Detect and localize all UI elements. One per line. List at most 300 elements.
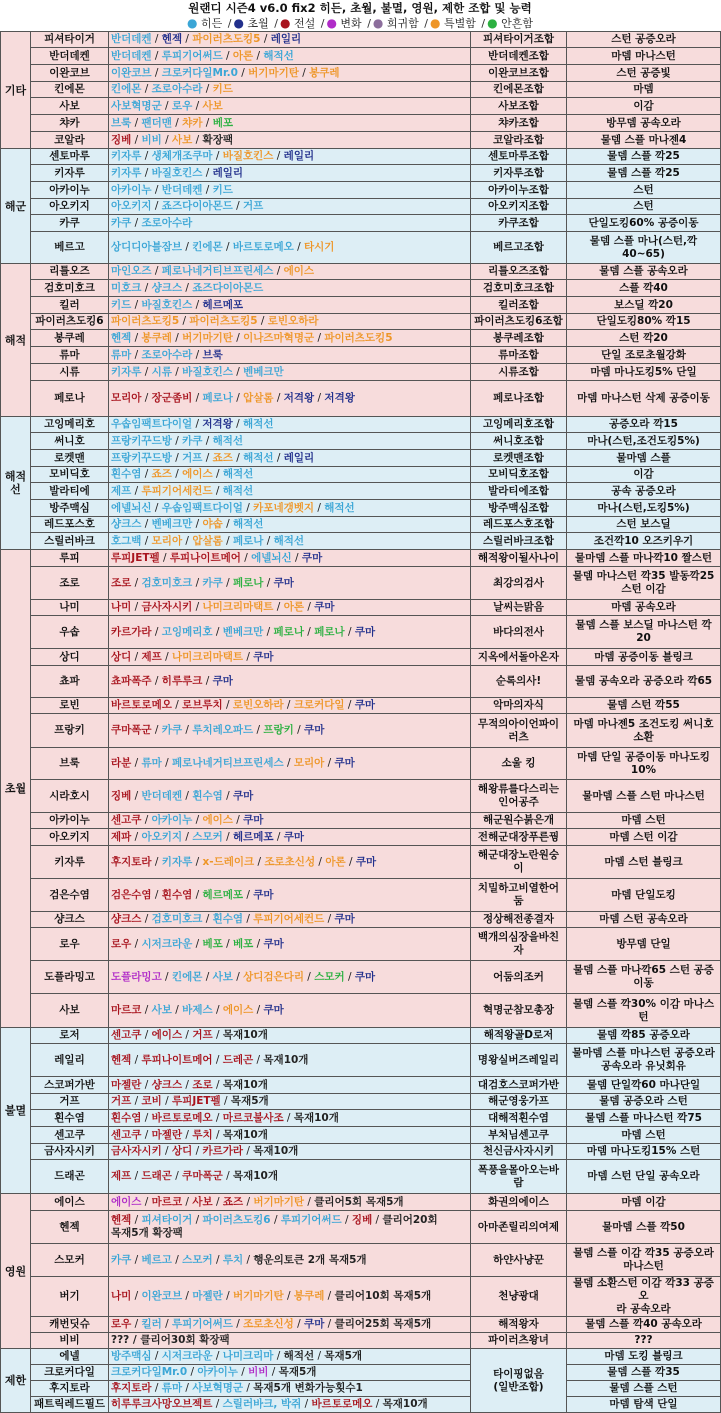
member-unit: 파이러츠도킹5 (324, 331, 393, 344)
unit-name: 레드포스호 (31, 517, 109, 533)
group-label: 영원 (1, 1194, 31, 1349)
member-unit: 검호미호크 (141, 576, 193, 589)
member-unit: 미호크 (111, 281, 142, 294)
combo-members: 센고쿠 / 마젤란 / 루치 / 목재10개 (109, 1127, 471, 1144)
member-unit: 아론 (325, 855, 346, 868)
table-row (1, 115, 721, 132)
member-unit: 에이스 (202, 814, 233, 826)
ability: 스플 깍40 (567, 280, 721, 297)
member-unit: 에이스 (222, 1004, 254, 1016)
ability: 물마뎀 스플 마나깍10 짤스턴 (567, 550, 721, 567)
combo-name: 아마존릴리의여제 (471, 1211, 567, 1244)
combo-members: 금사자시키 / 상디 / 카르가라 / 목재10개 (109, 1144, 471, 1160)
legend-separator: / (227, 17, 232, 30)
member-unit: 클리어25회 목재5개 (334, 1318, 432, 1330)
member-unit: 킨에몬 (171, 970, 203, 983)
table-row (1, 467, 721, 483)
member-unit: 조로아수라 (151, 83, 203, 95)
member-unit: 우솝임팩트다이얼 (111, 418, 193, 430)
group-label: 해적 선 (1, 417, 31, 550)
combo-members: 킨에몬 / 조로아수라 / 키드 (109, 82, 471, 98)
combo-members: 에넬뇌신 / 우솝임팩트다이얼 / 카포네갱벳지 / 해적선 (109, 500, 471, 517)
combo-name: 베르고조합 (471, 232, 567, 264)
member-unit: 바질호킨스 (151, 166, 203, 179)
member-unit: 센고쿠 (111, 814, 142, 826)
member-unit: 장군좀비 (151, 392, 193, 404)
unit-name: 방주맥심 (31, 500, 109, 517)
combo-members: 로우 / 시저크라운 / 베포 / 베포 / 쿠마 (109, 928, 471, 961)
table-row (1, 165, 721, 182)
member-unit: 행운의토큰 2개 목재5개 (253, 1253, 367, 1266)
ability: 물마뎀 스플 마나스턴 공증오라 공속오라 유닛회유 (567, 1044, 721, 1077)
member-unit: 마르코불사조 (222, 1111, 284, 1124)
unit-name: 패트릭레드필드 (31, 1397, 109, 1413)
ability: 마뎀 마나젠5 조건도킹 써니호소환 (567, 714, 721, 748)
combo-members: 아카이누 / 반더데켄 / 키드 (109, 182, 471, 199)
member-unit: 류마 (111, 348, 132, 361)
member-unit: 쿠마 (334, 913, 355, 925)
member-unit: 마르코 (151, 1195, 183, 1208)
legend-label: 안흔함 (501, 17, 533, 30)
member-unit: 쿠마 (232, 789, 254, 802)
member-unit: 압살롬 (192, 534, 223, 547)
member-unit: 코비 (141, 1095, 162, 1107)
member-unit: 쿠마 (212, 675, 233, 687)
member-unit: 시류 (151, 365, 172, 378)
table-row (1, 1349, 721, 1365)
member-unit: 거프 (243, 200, 264, 212)
unit-name: 로우 (31, 928, 109, 961)
combo-members: 파이러츠도킹5 / 파이러츠도킹5 / 로빈오하라 (109, 314, 471, 330)
unit-name: 챠카 (31, 115, 109, 132)
member-unit: 죠즈다이아몬드 (161, 200, 233, 212)
combo-name: 대해적흰수염 (471, 1110, 567, 1127)
combo-name: 전해군대장푸른꿩 (471, 829, 567, 846)
ability: 방무뎀 공속오라 (567, 115, 721, 132)
ability: 마뎀 공속오라 (567, 600, 721, 616)
unit-name: 로빈 (31, 698, 109, 714)
member-unit: 우솝임팩트다이얼 (161, 501, 243, 514)
table-row (1, 698, 721, 714)
member-unit: 루피나이트메어 (141, 1053, 213, 1066)
legend-label: 전설 (293, 17, 316, 30)
combo-name: 페로나조합 (471, 381, 567, 417)
member-unit: 챠카 (182, 116, 203, 129)
member-unit: 흰수염 (161, 888, 193, 901)
legend (0, 16, 720, 31)
member-unit: 히루루크사망오브젝트 (111, 1398, 213, 1410)
combo-members: 사보혁명군 / 로우 / 사보 (109, 98, 471, 115)
member-unit: 마젤란 (151, 1128, 183, 1141)
combo-name: 방주맥심조합 (471, 500, 567, 517)
combo-name: 발라티에조합 (471, 483, 567, 500)
member-unit: 레일리 (283, 150, 315, 162)
member-unit: 루피기어써드 (172, 1318, 233, 1330)
ability: 물뎀 스턴 깍55 (567, 698, 721, 714)
unit-name: 센토마루 (31, 149, 109, 165)
legend-dot-icon: ● (326, 16, 337, 30)
combo-members: 모리아 / 장군좀비 / 페로나 / 압살롬 / 저격왕 / 저격왕 (109, 381, 471, 417)
table-row (1, 1317, 721, 1333)
member-unit: 카르가라 (202, 1145, 244, 1157)
member-unit: 후지토라 (111, 1382, 152, 1394)
member-unit: 쿠마 (304, 1318, 325, 1330)
member-unit: 카쿠 (161, 724, 183, 736)
member-unit: 해적선 (324, 501, 355, 514)
member-unit: 류마 (161, 1382, 183, 1394)
unit-name: 루피 (31, 550, 109, 567)
member-unit: 반더데켄 (141, 789, 183, 802)
member-unit: 해적선 (243, 418, 274, 430)
legend-label: 변화 (340, 17, 362, 30)
unit-name: 키자루 (31, 846, 109, 879)
member-unit: 상디디아블잠브 (111, 241, 183, 253)
ability: 단일 조로초월강화 (567, 347, 721, 364)
member-unit: 흰수염 (212, 913, 244, 925)
combo-name: 파이러츠도킹6조합 (471, 314, 567, 330)
member-unit: 봉쿠레 (309, 66, 340, 79)
member-unit: 드래곤 (141, 1170, 172, 1182)
combo-name: 류마조합 (471, 347, 567, 364)
table-row (1, 1277, 721, 1317)
legend-dot-icon: ● (187, 16, 198, 30)
member-unit: 샹크스 (151, 281, 183, 294)
ability: 스턴 (567, 182, 721, 199)
member-unit: 루치 (222, 1253, 244, 1266)
member-unit: 스모커 (192, 830, 223, 843)
unit-name: 베르고 (31, 232, 109, 264)
member-unit: 금사자시키 (111, 1145, 162, 1157)
member-unit: 목재5개 (230, 1095, 269, 1107)
page-title: 원랜디 시즌4 v6.0 fix2 히든, 초월, 불멸, 영원, 제한 조합 및 능력 (188, 1, 532, 15)
ability: 마나(스턴,도킹5%) (567, 500, 721, 517)
legend-label: 히든 (201, 17, 223, 30)
table-row (1, 1044, 721, 1077)
combo-name: 아카이누조합 (471, 182, 567, 199)
member-unit: 키드 (111, 298, 132, 311)
combo-members: 후지토라 / 류마 / 사보혁명군 / 목재5개 변화가능횟수1 (109, 1381, 471, 1397)
unit-name: 아오키지 (31, 829, 109, 846)
member-unit: x-드레이크 (202, 855, 255, 868)
member-unit: 상디검은다리 (243, 970, 304, 983)
combo-members: 징베 / 반더데켄 / 흰수염 / 쿠마 (109, 780, 471, 813)
member-unit: 쿠마 (301, 551, 323, 564)
table-row (1, 748, 721, 780)
member-unit: 죠즈 (222, 1195, 244, 1208)
member-unit: 조로아수라 (141, 348, 193, 361)
combo-name: 카쿠조합 (471, 215, 567, 232)
member-unit: 페로나 (314, 625, 345, 638)
member-unit: 쿠마 (263, 1004, 284, 1016)
member-unit: 쿠마 (263, 937, 284, 950)
combo-members: 마인오즈 / 페로나네거티브프린세스 / 에이스 (109, 264, 471, 280)
ability: 마뎀 (567, 82, 721, 98)
member-unit: 마르코 (111, 1004, 142, 1016)
combo-name: 레드포스호조합 (471, 517, 567, 533)
table-row (1, 1160, 721, 1194)
member-unit: 아오키지 (141, 830, 183, 843)
member-unit: 에넬뇌신 (251, 551, 292, 564)
table-row (1, 666, 721, 698)
member-unit: 피셔타이거 (141, 1214, 193, 1226)
combo-members: 히루루크사망오브젝트 / 스릴러바크, 박쥐 / 바르토로메오 / 목재10개 (109, 1397, 471, 1413)
ability: 마뎀 마나도킹5% 단일 (567, 364, 721, 381)
member-unit: 반더데켄 (111, 33, 152, 45)
unit-name: 로저 (31, 1028, 109, 1044)
member-unit: 쿠마폭군 (182, 1170, 223, 1182)
member-unit: 나미 (111, 601, 132, 613)
legend-dot-icon: ● (233, 16, 244, 30)
table-row (1, 314, 721, 330)
member-unit: 사보 (192, 1195, 213, 1208)
ability: 마뎀 스턴 공속오라 (567, 912, 721, 928)
member-unit: 드레곤 (222, 1053, 254, 1066)
unit-name: 킬러 (31, 297, 109, 314)
member-unit: 스모커 (182, 1253, 213, 1266)
member-unit: 벤베크만 (243, 365, 284, 378)
ability: 스턴 공증빛 (567, 65, 721, 82)
table-row (1, 182, 721, 199)
combo-members: 마젤란 / 샹크스 / 조로 / 목재10개 (109, 1077, 471, 1094)
member-unit: 후지토라 (111, 855, 152, 868)
ability: 물뎀 스플 마나젠4 (567, 132, 721, 149)
member-unit: 루피기어세컨드 (141, 484, 213, 497)
combo-members: 헨젝 / 봉쿠레 / 버기마기탄 / 이나즈마혁명군 / 파이러츠도킹5 (109, 330, 471, 347)
member-unit: 키자루 (111, 365, 142, 378)
member-unit: 아론 (283, 601, 304, 613)
combo-name: 악마의자식 (471, 698, 567, 714)
member-unit: 반더데켄 (161, 183, 203, 196)
combo-name: 천신금사자시키 (471, 1144, 567, 1160)
unit-name: 크로커다일 (31, 1365, 109, 1381)
ability: 물뎀 스플 마나깍65 스턴 공증이동 (567, 961, 721, 994)
member-unit: 조로초신성 (264, 855, 316, 868)
member-unit: 흰수염 (111, 468, 142, 480)
unit-name: 쵸파 (31, 666, 109, 698)
combo-members: 이완코브 / 크로커다일Mr.0 / 버기마기탄 / 봉쿠레 (109, 65, 471, 82)
unit-name: 금사자시키 (31, 1144, 109, 1160)
ability: 물뎀 스플 공속오라 (567, 264, 721, 280)
member-unit: 에넬뇌신 (111, 501, 152, 514)
combo-name: 백개의심장을바친자 (471, 928, 567, 961)
legend-dot-icon: ● (372, 16, 384, 30)
table-row (1, 550, 721, 567)
ability: 물뎀 공증오라 스턴 (567, 1094, 721, 1110)
ability: 이감 (567, 98, 721, 115)
table-row (1, 649, 721, 666)
member-unit: 키자루 (111, 166, 142, 179)
ability: 단일도킹80% 깍15 (567, 314, 721, 330)
member-unit: 에이스 (182, 468, 213, 480)
table-row (1, 132, 721, 149)
member-unit: 파이러츠도킹5 (189, 315, 258, 327)
unit-name: 아카이누 (31, 813, 109, 829)
combo-name: 바다의전사 (471, 616, 567, 649)
combo-name: 이완코브조합 (471, 65, 567, 82)
unit-name: 사보 (31, 994, 109, 1028)
combo-name: 스릴러바크조합 (471, 533, 567, 550)
unit-name: 드래곤 (31, 1160, 109, 1194)
member-unit: 해적선 (263, 49, 294, 62)
member-unit: 반더데켄 (111, 49, 152, 62)
combo-members: 프랑키꾸드방 / 거프 / 죠즈 / 해적선 / 레일리 (109, 450, 471, 467)
combo-members: 브룩 / 팬더맨 / 챠카 / 베포 (109, 115, 471, 132)
member-unit: 죠즈 (151, 468, 172, 480)
member-unit: 나미크리마택트 (172, 650, 244, 663)
ability: 마뎀 마나도킹15% 스턴 (567, 1144, 721, 1160)
unit-name: 헨젝 (31, 1211, 109, 1244)
member-unit: 해적선 (273, 534, 305, 547)
combo-members: 제파 / 아오키지 / 스모커 / 헤르메포 / 쿠마 (109, 829, 471, 846)
unit-name: 나미 (31, 600, 109, 616)
ability: 스턴 (567, 199, 721, 215)
member-unit: 베르고 (141, 1253, 172, 1266)
unit-name: 후지토라 (31, 1381, 109, 1397)
legend-label: 희귀함 (386, 17, 419, 30)
member-unit: 바제스 (182, 1004, 213, 1016)
combo-name: 해적왕자 (471, 1317, 567, 1333)
member-unit: 타시기 (303, 241, 335, 253)
member-unit: 루치 (192, 1128, 213, 1141)
combo-name: 부처님센고쿠 (471, 1127, 567, 1144)
combo-name: 순록의사! (471, 666, 567, 698)
unit-name: 센고쿠 (31, 1127, 109, 1144)
ability: 보스딜 깍20 (567, 297, 721, 314)
member-unit: 스릴러바크, 박쥐 (222, 1398, 302, 1410)
table-row (1, 32, 721, 48)
member-unit: 나미 (111, 1290, 132, 1302)
member-unit: 프랑키꾸드방 (111, 451, 172, 464)
combo-members: 흰수염 / 죠즈 / 에이스 / 해적선 (109, 467, 471, 483)
member-unit: 흰수염 (192, 789, 223, 802)
ability: 공증오라 깍15 (567, 417, 721, 433)
ability: 마뎀 마나스턴 삭제 공증이동 (567, 381, 721, 417)
table-row (1, 297, 721, 314)
table-row (1, 533, 721, 550)
member-unit: 바질호킨스 (182, 365, 233, 378)
table-row (1, 98, 721, 115)
combo-members: 키자루 / 생체개조쿠마 / 바질호킨스 / 레일리 (109, 149, 471, 165)
unit-name: 발라티에 (31, 483, 109, 500)
ability: 물뎀 스플 깍40 공속오라 (567, 1317, 721, 1333)
member-unit: 목재10개 (253, 1145, 299, 1157)
ability: 마뎀 스턴 블링크 (567, 846, 721, 879)
member-unit: 해적선 (283, 1350, 315, 1362)
member-unit: 사보혁명군 (192, 1382, 244, 1394)
member-unit: 제프 (111, 484, 132, 497)
group-label: 해군 (1, 149, 31, 264)
member-unit: 페로나네거티브프린세스 (172, 757, 284, 769)
unit-name: 파이러츠도킹6 (31, 314, 109, 330)
member-unit: 이완코브 (111, 66, 152, 79)
member-unit: 조로 (192, 1078, 213, 1091)
combo-name: 소울 킹 (471, 748, 567, 780)
member-unit: 쿠마 (334, 757, 355, 769)
ability: 물뎀 스플 깍30% 이감 마나스턴 (567, 994, 721, 1028)
member-unit: 목재10개 (382, 1398, 428, 1410)
table-row (1, 264, 721, 280)
combo-name: 코알라조합 (471, 132, 567, 149)
unit-name: 검호미호크 (31, 280, 109, 297)
member-unit: 쿠마 (283, 830, 305, 843)
table-row (1, 780, 721, 813)
member-unit: 샹크스 (111, 913, 142, 925)
member-unit: 쿠마 (304, 724, 325, 736)
table-row (1, 364, 721, 381)
member-unit: 징베 (111, 789, 132, 802)
combo-members: 프랑키꾸드방 / 카쿠 / 해적선 (109, 433, 471, 450)
member-unit: 베포 (232, 937, 254, 950)
ability: 마뎀 이감 (567, 1194, 721, 1211)
table-row (1, 1397, 721, 1413)
table-row (1, 912, 721, 928)
unit-name: 아오키지 (31, 199, 109, 215)
combo-members: 미호크 / 샹크스 / 죠즈다이아몬드 (109, 280, 471, 297)
member-unit: 거프 (111, 1095, 132, 1107)
member-unit: 상디 (111, 650, 132, 663)
table-row (1, 232, 721, 264)
ability: 물뎀 스플 스턴 (567, 1381, 721, 1397)
member-unit: 헨젝 (111, 331, 132, 344)
unit-name: 스모커 (31, 1244, 109, 1277)
member-unit: 스모커 (314, 970, 345, 983)
combo-name: 최강의검사 (471, 567, 567, 600)
combo-members: 검은수염 / 흰수염 / 헤르메포 / 쿠마 (109, 879, 471, 912)
member-unit: 검호미호크 (151, 913, 203, 925)
member-unit: 도플라밍고 (111, 970, 162, 983)
member-unit: ??? / 클리어30회 확장팩 (111, 1334, 230, 1346)
member-unit: 사보 (212, 970, 233, 983)
table-row (1, 1077, 721, 1094)
member-unit: 쿠마폭군 (111, 724, 152, 736)
ability: 물뎀 단일깍60 마나단일 (567, 1077, 721, 1094)
member-unit: 키드 (212, 183, 233, 196)
member-unit: 검은수염 (111, 888, 152, 901)
combo-name: 화권의에이스 (471, 1194, 567, 1211)
combo-name: 반더데켄조합 (471, 48, 567, 65)
unit-name: 모비딕호 (31, 467, 109, 483)
combo-members: 반더데켄 / 루피기어써드 / 아론 / 해적선 (109, 48, 471, 65)
member-unit: 모리아 (111, 392, 142, 404)
member-unit: 아오키지 (111, 200, 152, 212)
table-row (1, 1094, 721, 1110)
combo-members: 방주맥심 / 시저크라운 / 나미크리마 / 해적선 / 목재5개 (109, 1349, 471, 1365)
member-unit: 프랑키꾸드방 (111, 434, 172, 447)
unit-name: 킨에몬 (31, 82, 109, 98)
member-unit: 브룩 (111, 116, 132, 129)
member-unit: 루피기어써드 (161, 49, 223, 62)
ability: 물뎀 스플 이감 깍35 공증오라 마나스턴 (567, 1244, 721, 1277)
member-unit: 헤르메포 (232, 830, 274, 843)
member-unit: 크로커다일 (293, 699, 345, 711)
ability: 조건깍10 오즈키우기 (567, 533, 721, 550)
combo-name: 날씨는맑음 (471, 600, 567, 616)
member-unit: 바질호킨스 (222, 150, 274, 162)
ability: 이감 (567, 467, 721, 483)
ability: 마뎀 탐색 단일 (567, 1397, 721, 1413)
member-unit: 카쿠 (202, 576, 223, 589)
member-unit: 헨젝 (161, 33, 183, 45)
member-unit: 제파 (111, 830, 132, 843)
unit-name: 써니호 (31, 433, 109, 450)
member-unit: 고잉메리호 (161, 625, 213, 638)
member-unit: 버기마기탄 (253, 1195, 305, 1208)
combo-members: 아오키지 / 죠즈다이아몬드 / 거프 (109, 199, 471, 215)
table-row (1, 330, 721, 347)
member-unit: 로우 (171, 99, 193, 112)
member-unit: 사보 (151, 1004, 172, 1016)
combo-name: 고잉메리호조합 (471, 417, 567, 433)
